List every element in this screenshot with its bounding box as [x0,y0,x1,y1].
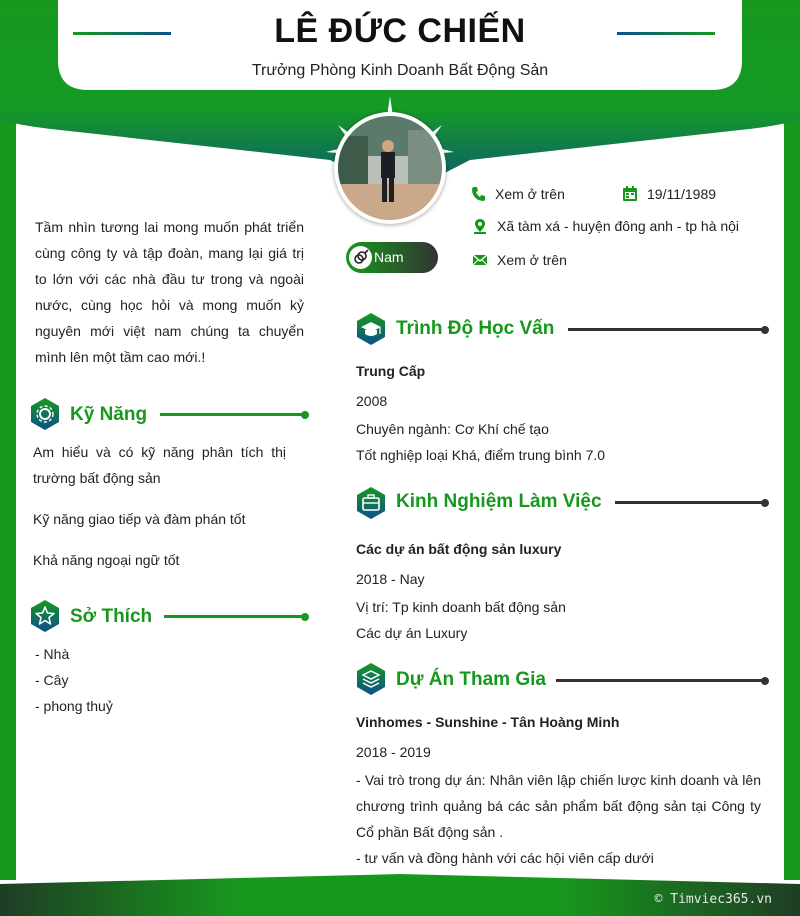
education-period: 2008 [356,393,388,409]
project-description: - Vai trò trong dự án: Nhân viên lập chiến lược kinh doanh và lên chương trình quảng bá các sản phẩm bất động sản tại Công ty Cổ phần Bất động sản . [356,772,761,840]
skills-heading: Kỹ Năng [70,404,148,425]
copyright-text: © Timviec365.vn [654,892,772,907]
contact-phone-text: Xem ở trên [495,186,565,202]
experience-heading: Kinh Nghiệm Làm Việc [396,491,602,512]
skill-item: Kỹ năng giao tiếp và đàm phán tốt [33,511,246,527]
projects-heading: Dự Án Tham Gia [396,669,546,690]
avatar-frame [334,112,446,224]
email-icon [472,252,488,268]
project-name: Vinhomes - Sunshine - Tân Hoàng Minh [356,714,620,730]
skills-heading-line [160,413,306,416]
experience-heading-line [615,501,766,504]
hobby-item: - Nhà [35,646,70,662]
experience-company: Các dự án bất động sản luxury [356,541,562,557]
project-description: - tư vấn và đồng hành với các hội viên cấp dưới [356,850,654,866]
hobbies-heading: Sở Thích [70,606,153,627]
education-heading-line [568,328,766,331]
gender-label: Nam [374,249,404,265]
gender-icon [349,246,372,269]
footer-bar [0,866,800,916]
education-major: Chuyên ngành: Cơ Khí chế tạo [356,421,549,437]
location-pin-icon [472,218,488,234]
contact-birthday-text: 19/11/1989 [647,186,717,202]
experience-period: 2018 - Nay [356,571,425,587]
education-result: Tốt nghiệp loại Khá, điểm trung bình 7.0 [356,447,606,463]
hobby-item: - phong thuỷ [35,698,113,714]
graduation-cap-icon [356,313,386,345]
contact-email-text: Xem ở trên [497,252,567,268]
star-icon [30,600,60,632]
skill-item: Am hiểu và có kỹ năng phân tích thị trường bất động sản [33,444,286,486]
layers-icon [356,663,386,695]
hobby-item: - Cây [35,672,69,688]
avatar [338,116,442,220]
skill-item: Khả năng ngoại ngữ tốt [33,552,180,568]
experience-position: Vị trí: Tp kinh doanh bất động sản [356,599,566,615]
experience-detail: Các dự án Luxury [356,625,468,641]
hobbies-heading-line [164,615,306,618]
education-heading: Trình Độ Học Vấn [396,318,555,339]
gender-badge [346,242,438,273]
candidate-name: LÊ ĐỨC CHIẾN [274,12,526,50]
briefcase-icon [356,487,386,519]
career-objective: Tầm nhìn tương lai mong muốn phát triển cùng công ty và tập đoàn, mang lại giá trị to lớn với các nhà đầu tư trong và ngoài nước, cùng học hỏi và mong muốn kỷ nguyên mới việt nam chúng ta chuyển mình lên một tầm cao mới.! [35,219,304,365]
project-period: 2018 - 2019 [356,744,431,760]
gear-icon [30,398,60,430]
contact-address-text: Xã tàm xá - huyện đông anh - tp hà nội [497,218,740,234]
calendar-icon [622,186,638,202]
projects-heading-line [556,679,766,682]
phone-icon [471,186,487,202]
candidate-title: Trưởng Phòng Kinh Doanh Bất Động Sản [251,62,549,79]
education-school: Trung Cấp [356,363,426,379]
